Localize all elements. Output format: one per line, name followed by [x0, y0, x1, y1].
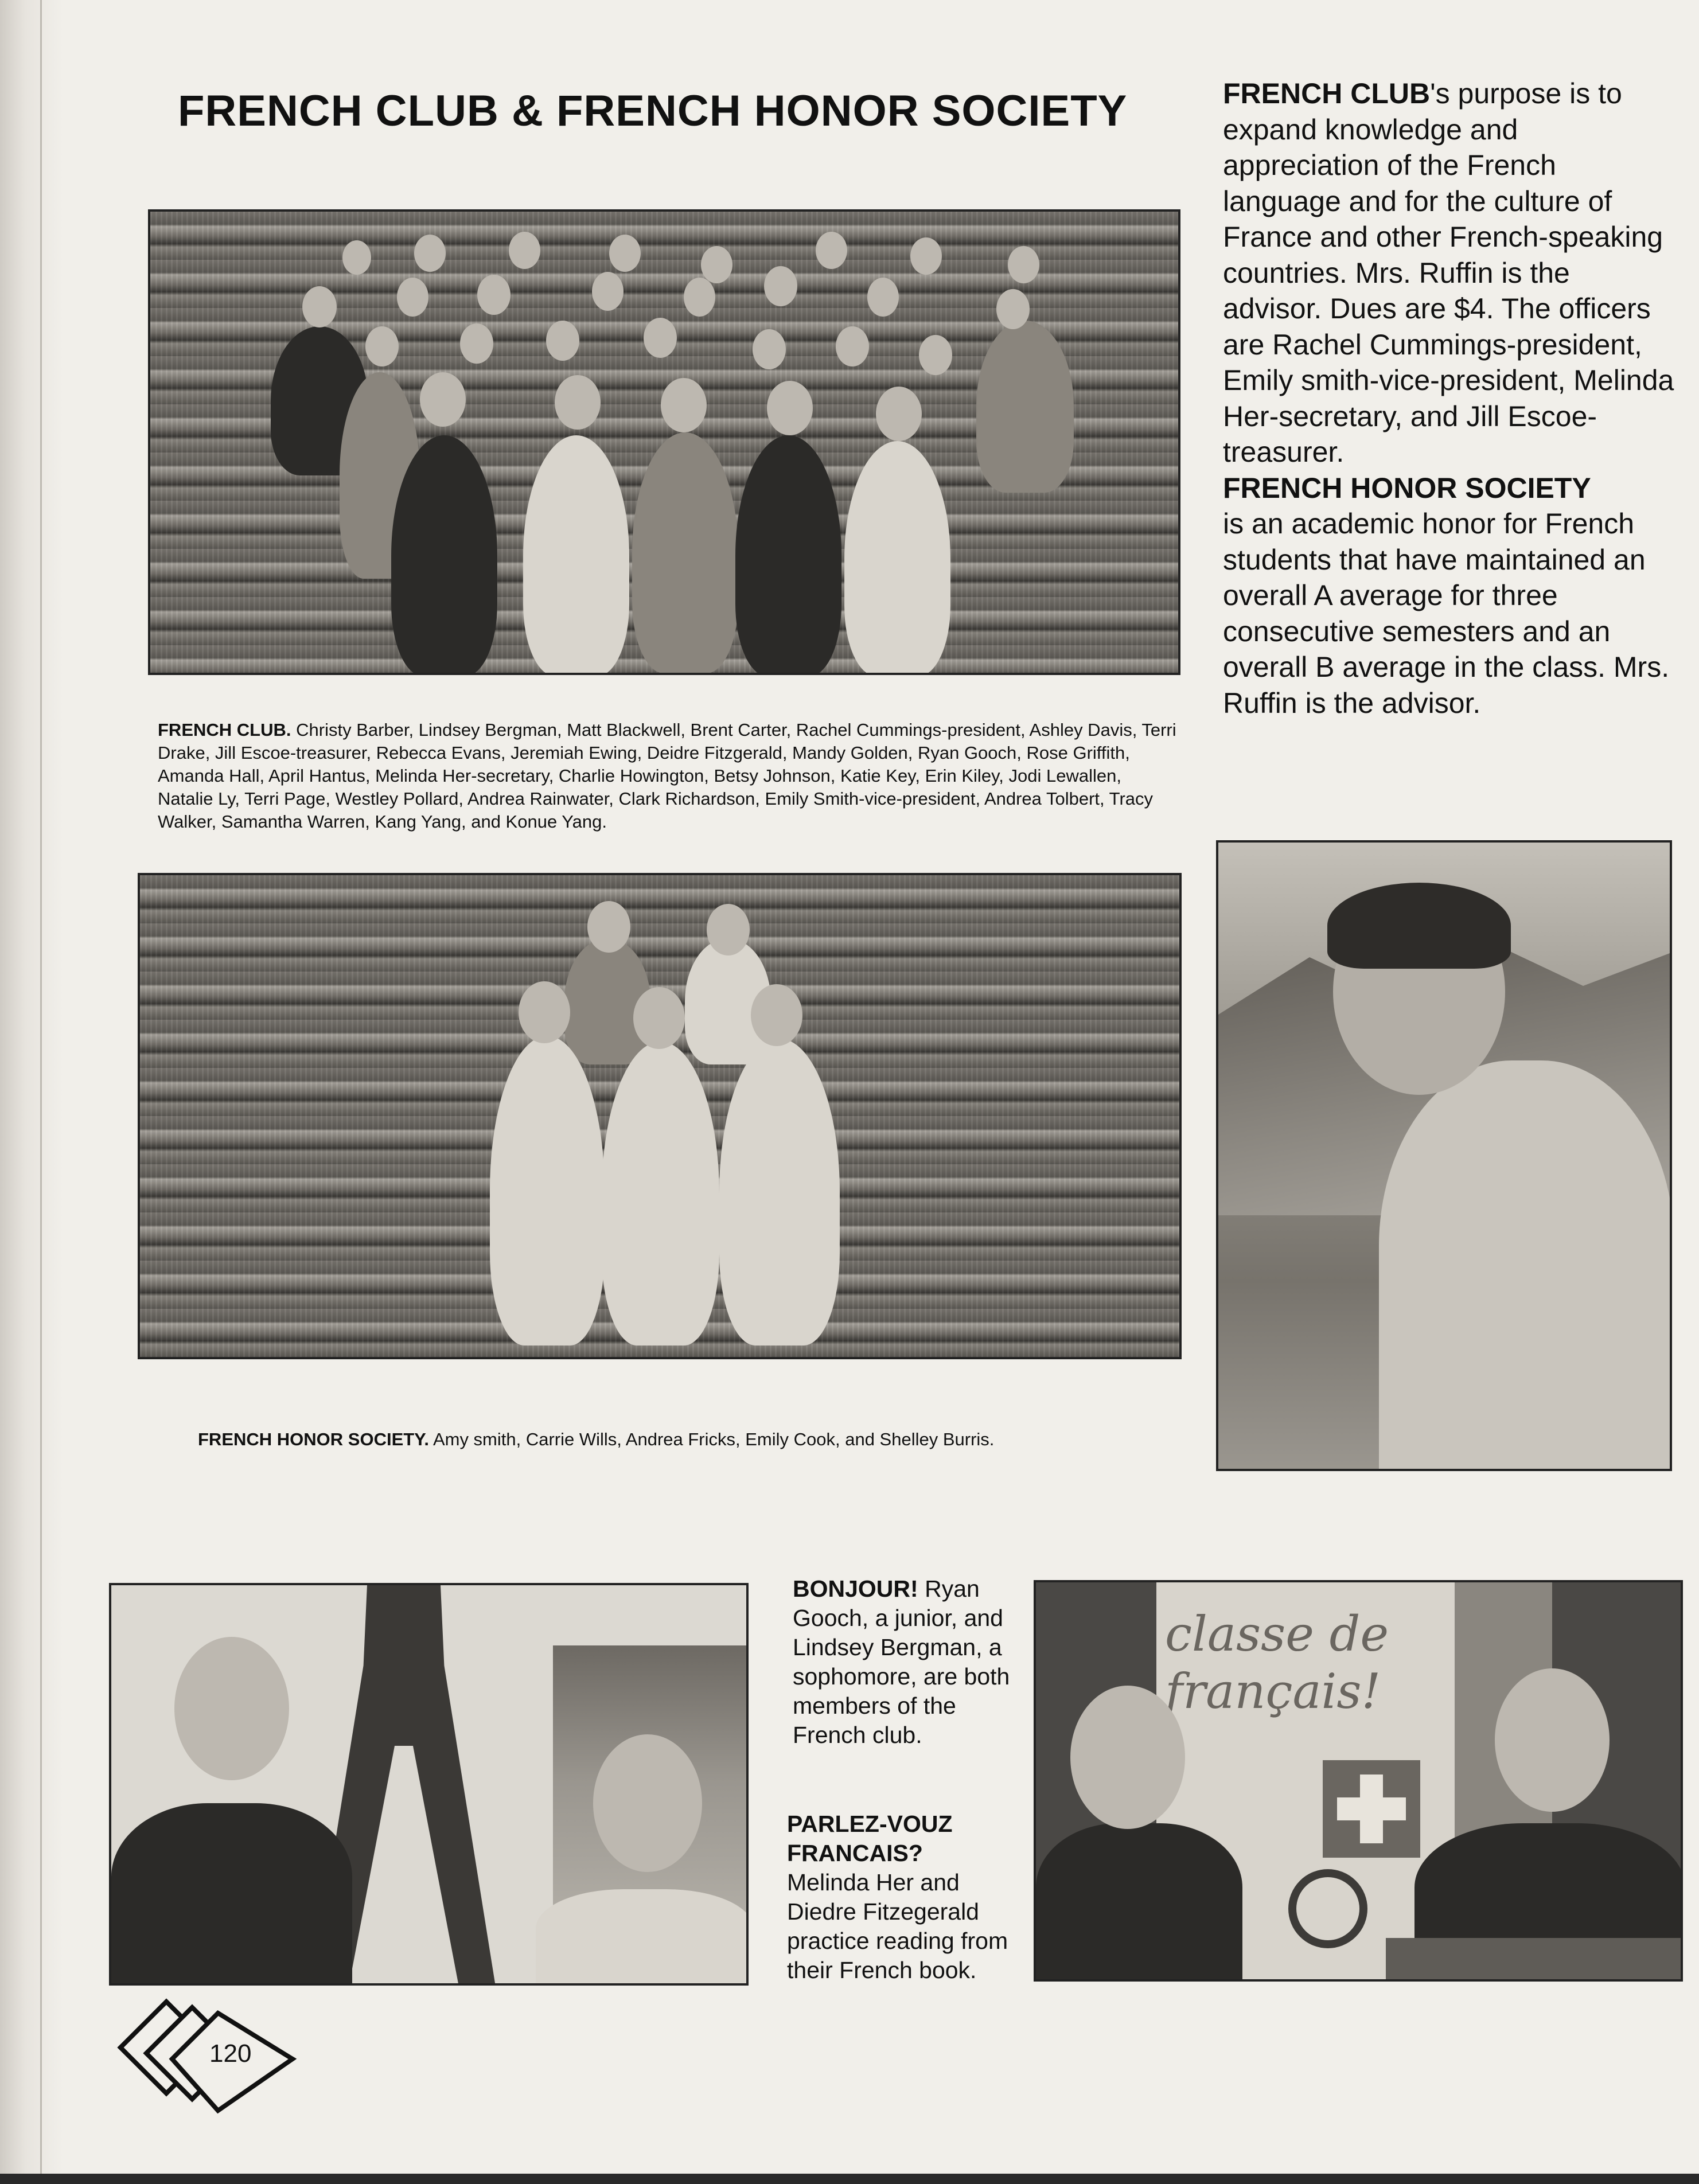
- person-head: [633, 987, 685, 1049]
- person-body: [632, 432, 738, 673]
- binding-line: [40, 0, 42, 2184]
- french-book: [1386, 1938, 1683, 1982]
- honor-society-text: is an academic honor for French students that have maintained an overall A average for three consecutive semesters and an overall B average in the class. Mrs. Ruffin is the advisor.: [1223, 508, 1670, 719]
- hair: [1327, 883, 1511, 969]
- person-head: [555, 375, 601, 430]
- person-head: [867, 278, 899, 317]
- person-body: [976, 321, 1074, 493]
- person-head: [519, 981, 570, 1043]
- person-body: [844, 441, 950, 675]
- parlez-heading: PARLEZ-VOUZ FRANCAIS?: [787, 1811, 953, 1866]
- person-body: [735, 435, 841, 675]
- person-head: [609, 235, 641, 272]
- person-head: [587, 901, 630, 953]
- person-head: [397, 278, 428, 317]
- person-head: [876, 387, 922, 441]
- person-body: [523, 435, 629, 675]
- person-head: [1495, 1668, 1610, 1812]
- person-head: [302, 286, 337, 327]
- page-number-emblem: [109, 1984, 298, 2116]
- person-body: [391, 435, 497, 675]
- person-head: [592, 272, 624, 311]
- person-body: [602, 1042, 719, 1346]
- person-body: [490, 1036, 605, 1346]
- person-body: [1036, 1823, 1242, 1982]
- person-head: [414, 235, 446, 272]
- person-head: [919, 335, 952, 375]
- honor-society-caption-label: FRENCH HONOR SOCIETY.: [198, 1429, 430, 1449]
- french-club-caption-names: Christy Barber, Lindsey Bergman, Matt Blackwell, Brent Carter, Rachel Cummings-president, Ashley Davis, Terri Drake, Jill Escoe-treasurer, Rebecca Evans, Jeremiah Ewing, Deidre Fitzgerald, Mandy Golden, Ryan Gooch, Rose Griffith, Amanda Hall, April Hantus, Melinda Her-secretary, Charlie Howington, Betsy Johnson, Katie Key, Erin Kiley, Jodi Lewallen, Natalie Ly, Terri Page, Westley Pollard, Andrea Rainwater, Clark Richardson, Emily Smith-vice-president, Andrea Tolbert, Tracy Walker, Samantha Warren, Kang Yang, and Konue Yang.: [158, 720, 1176, 832]
- parlez-text: Melinda Her and Diedre Fitzegerald practice reading from their French book.: [787, 1869, 1008, 1983]
- person-head: [910, 237, 942, 275]
- french-club-text: 's purpose is to expand knowledge and appreciation of the French language and for the culture of France and other French-speaking countries. Mrs. Ruffin is the advisor. Dues are $4. The officers are Rachel Cummings-president, Emily smith-vice-president, Melinda Her-secretary, and Jill Escoe-treasurer.: [1223, 77, 1674, 468]
- person-body: [536, 1889, 749, 1986]
- honor-society-heading: FRENCH HONOR SOCIETY: [1223, 471, 1591, 504]
- page-number: 120: [209, 2039, 252, 2068]
- person-head: [753, 329, 786, 369]
- page-title: FRENCH CLUB & FRENCH HONOR SOCIETY: [178, 87, 1128, 135]
- poster-line-2: français!: [1165, 1663, 1381, 1719]
- person-head: [661, 378, 707, 432]
- french-club-caption: [158, 719, 1179, 833]
- person-head: [1070, 1686, 1185, 1829]
- person-body: [1379, 1060, 1672, 1471]
- french-club-group-photo: [148, 209, 1180, 675]
- french-club-heading: FRENCH CLUB: [1223, 77, 1431, 110]
- swiss-cross-icon: [1323, 1760, 1420, 1858]
- bonjour-heading: BONJOUR!: [793, 1575, 918, 1602]
- person-head: [707, 904, 750, 955]
- person-head: [751, 984, 802, 1046]
- person-head: [764, 266, 797, 306]
- parlez-caption: [787, 1809, 1016, 1985]
- person-head: [767, 381, 813, 435]
- french-club-description: [1223, 76, 1676, 470]
- poster-line-1: classe de: [1165, 1606, 1389, 1662]
- bonjour-photo: [109, 1583, 749, 1986]
- person-head: [342, 240, 371, 275]
- person-body: [719, 1039, 840, 1346]
- bonjour-caption: [793, 1574, 1016, 1750]
- sidebar-description: [1223, 76, 1676, 721]
- person-head: [174, 1637, 289, 1780]
- bonjour-text: Ryan Gooch, a junior, and Lindsey Bergman, a sophomore, are both members of the French club.: [793, 1575, 1010, 1748]
- poster-text: [1165, 1605, 1452, 1720]
- person-head: [546, 321, 579, 361]
- honor-society-caption: [198, 1428, 1173, 1451]
- person-head: [701, 246, 732, 283]
- honor-society-description: [1223, 470, 1676, 722]
- person-head: [365, 326, 399, 366]
- person-head: [996, 289, 1030, 329]
- person-head: [644, 318, 677, 358]
- student-portrait-photo: [1216, 840, 1672, 1471]
- person-head: [593, 1734, 702, 1872]
- person-head: [816, 232, 847, 269]
- person-head: [1008, 246, 1039, 283]
- person-head: [477, 275, 511, 315]
- person-head: [460, 323, 493, 364]
- page-binding: [0, 0, 63, 2184]
- spiral-icon: [1288, 1869, 1367, 1948]
- person-head: [509, 232, 540, 269]
- honor-society-caption-names: Amy smith, Carrie Wills, Andrea Fricks, Emily Cook, and Shelley Burris.: [432, 1429, 995, 1449]
- page-bottom-edge: [0, 2174, 1699, 2184]
- person-head: [420, 372, 466, 427]
- person-body: [111, 1803, 352, 1986]
- parlez-vouz-photo: [1034, 1580, 1683, 1982]
- person-head: [684, 278, 715, 317]
- french-club-caption-label: FRENCH CLUB.: [158, 720, 291, 740]
- honor-society-group-photo: [138, 873, 1182, 1359]
- person-head: [836, 326, 869, 366]
